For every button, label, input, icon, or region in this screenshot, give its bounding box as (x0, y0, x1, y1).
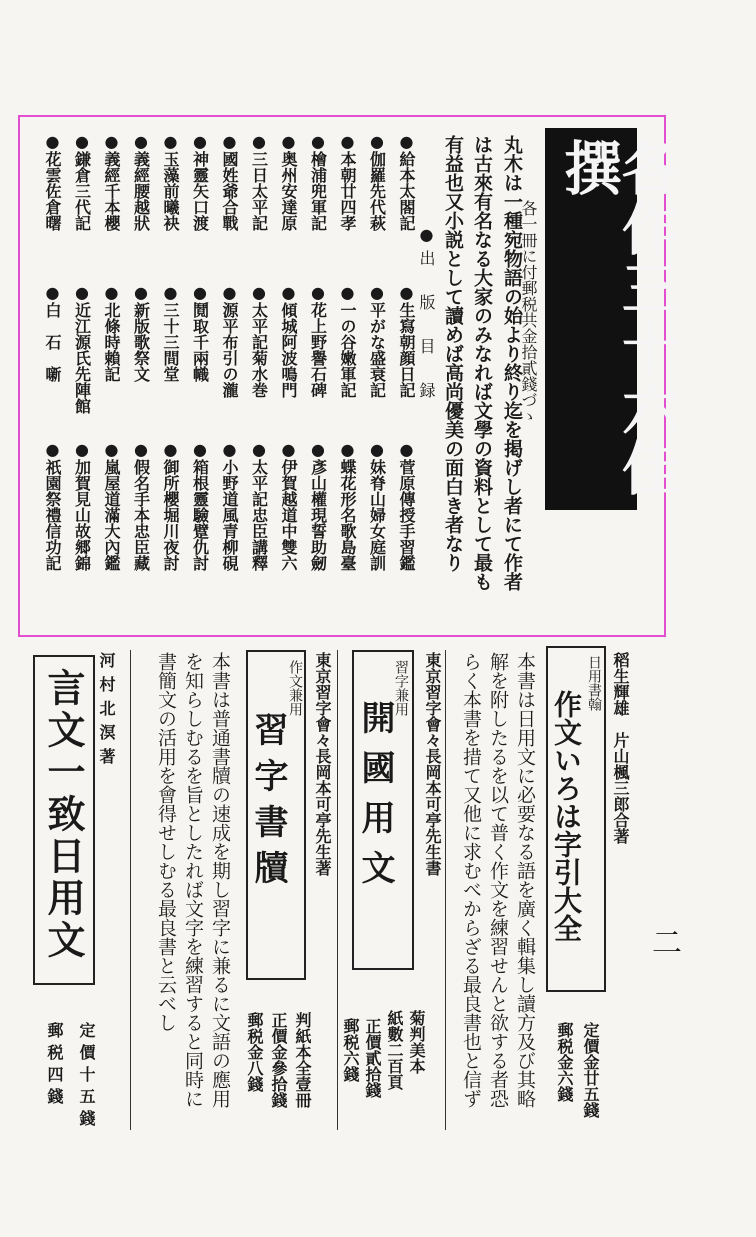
iroha-subtitle: 日用書翰 (586, 655, 602, 711)
divider (130, 650, 131, 1130)
catalog-item: ●菅原傳授手習鑑 (397, 440, 416, 571)
catalog-item: ●太平記忠臣講釋 (249, 440, 269, 571)
catalog-item: ●蝶花形名歌島臺 (338, 440, 357, 571)
genbun-title: 言文一致日用文 (41, 668, 86, 962)
shuji-desc-3: 書簡文の活用を會得せしむる最良書と云べし (155, 652, 177, 1032)
catalog-item: ●傾城阿波鳴門 (279, 283, 298, 398)
iroha-authors: 稻生輝雄 片山楓三郎合著 (611, 652, 630, 844)
kaikoku-publisher: 東京習字會々長岡本可亭先生書 (423, 652, 442, 876)
catalog-item: ●檜浦兜軍記 (308, 132, 328, 231)
kaikoku-title: 開國用文 (355, 700, 395, 900)
catalog-item: ●一の谷嫩軍記 (338, 283, 357, 398)
catalog-item: ●白 石 噺 (43, 283, 62, 382)
intro-line-2: は古來有名なる大家のみなれば文學の資料として最も (471, 135, 493, 591)
shuji-publisher: 東京習字會々長岡本可亭先生著 (313, 652, 332, 876)
divider (445, 650, 446, 1130)
page-number: 二 (652, 926, 682, 961)
kaikoku-spec: 菊判美本 (407, 1010, 426, 1074)
iroha-desc-1: 本書は日用文に必要なる語を廣く輯集し讀方及び其略 (514, 652, 536, 1108)
catalog-item: ●御所櫻堀川夜討 (161, 440, 180, 571)
shuji-spec: 判紙本全壹冊 (293, 1012, 312, 1108)
catalog-header: ●出 版 目 録 (417, 225, 436, 404)
catalog-item: ●祇園祭禮信功記 (43, 440, 62, 571)
shuji-title: 習字書牘 (248, 712, 288, 896)
catalog-item: ●箱根靈驗躄仇討 (190, 440, 210, 571)
kaikoku-price: 正價貳拾錢 (363, 1018, 382, 1098)
kaikoku-pages: 紙數二百頁 (385, 1010, 404, 1090)
shuji-desc-2: を知らしむるを旨としたれば文字を練習すると同時に (182, 652, 204, 1108)
shuji-postage: 郵税金八錢 (245, 1012, 264, 1092)
catalog-item: ●近江源氏先陣館 (72, 283, 92, 414)
genbun-price: 定價十五錢 (77, 1022, 96, 1132)
kaikoku-postage: 郵税六錢 (341, 1018, 360, 1082)
iroha-price: 定價金廿五錢 (581, 1022, 600, 1118)
catalog-item: ●太平記菊水巻 (249, 283, 269, 398)
iroha-desc-3: らく本書を措て又他に求むべからざる最良書也と信ず (460, 652, 482, 1108)
catalog-item: ●伽羅先代萩 (367, 132, 387, 231)
catalog-item: ●給本太閤記 (397, 132, 416, 231)
iroha-postage: 郵税金六錢 (555, 1022, 574, 1102)
catalog-item: ●加賀見山故郷錦 (72, 440, 92, 571)
price-line: 各一冊に付郵税共金拾貳錢づゝ (519, 200, 538, 424)
shuji-desc-1: 本書は普通書牘の速成を期し習字に兼るに文語の應用 (209, 652, 231, 1108)
genbun-postage: 郵税四錢 (45, 1022, 64, 1110)
catalog-item: ●妹脊山婦女庭訓 (367, 440, 387, 571)
intro-line-1: 丸木は一種宛物語の始より終り迄を掲げし者にて作者 (501, 135, 523, 591)
shuji-price: 正價金參拾錢 (269, 1012, 288, 1108)
catalog-item: ●北條時賴記 (102, 283, 121, 382)
catalog-item: ●國姓爺合戰 (220, 132, 239, 231)
catalog-item: ●鬩取千兩幟 (190, 283, 210, 382)
catalog-item: ●生寫朝顔日記 (397, 283, 416, 398)
title-banner (545, 128, 680, 510)
genbun-author: 河村北溟著 (97, 652, 116, 772)
catalog-item: ●假名手本忠臣藏 (131, 440, 151, 571)
kaikoku-subtitle: 習字兼用 (393, 660, 409, 716)
catalog-item: ●小野道風青柳硯 (220, 440, 239, 571)
catalog-item: ●新版歌祭文 (131, 283, 151, 382)
catalog-item: ●伊賀越道中雙六 (279, 440, 298, 571)
catalog-item: ●玉藻前曦袂 (161, 132, 180, 231)
catalog-item: ●花上野譽石碑 (308, 283, 328, 398)
page-title: 各作三十六佳撰 (554, 138, 680, 498)
catalog-item: ●花雲佐倉曙 (43, 132, 62, 231)
catalog-item: ●嵐屋道滿大內鑑 (102, 440, 121, 571)
catalog-item: ●本朝廿四孝 (338, 132, 357, 231)
catalog-item: ●神靈矢口渡 (190, 132, 210, 231)
catalog-item: ●義經千本櫻 (102, 132, 121, 231)
iroha-desc-2: 解を附したるを以て普く作文を練習せんと欲する者恐 (487, 652, 509, 1108)
iroha-title: 作文いろは字引大全 (550, 690, 583, 942)
shuji-subtitle: 作文兼用 (287, 660, 303, 716)
catalog-item: ●源平布引の瀧 (220, 283, 239, 398)
intro-line-3: 有益也又小説として讀めば高尚優美の面白き者なり (442, 135, 464, 572)
catalog-item: ●彥山權現誓助劒 (308, 440, 328, 571)
catalog-item: ●鎌倉三代記 (72, 132, 92, 231)
catalog-item: ●三日太平記 (249, 132, 269, 231)
catalog-item: ●三十三間堂 (161, 283, 180, 382)
divider (337, 650, 338, 1130)
catalog-item: ●奥州安達原 (279, 132, 298, 231)
catalog-item: ●平がな盛衰記 (367, 283, 387, 398)
catalog-item: ●義經腰越狀 (131, 132, 151, 231)
